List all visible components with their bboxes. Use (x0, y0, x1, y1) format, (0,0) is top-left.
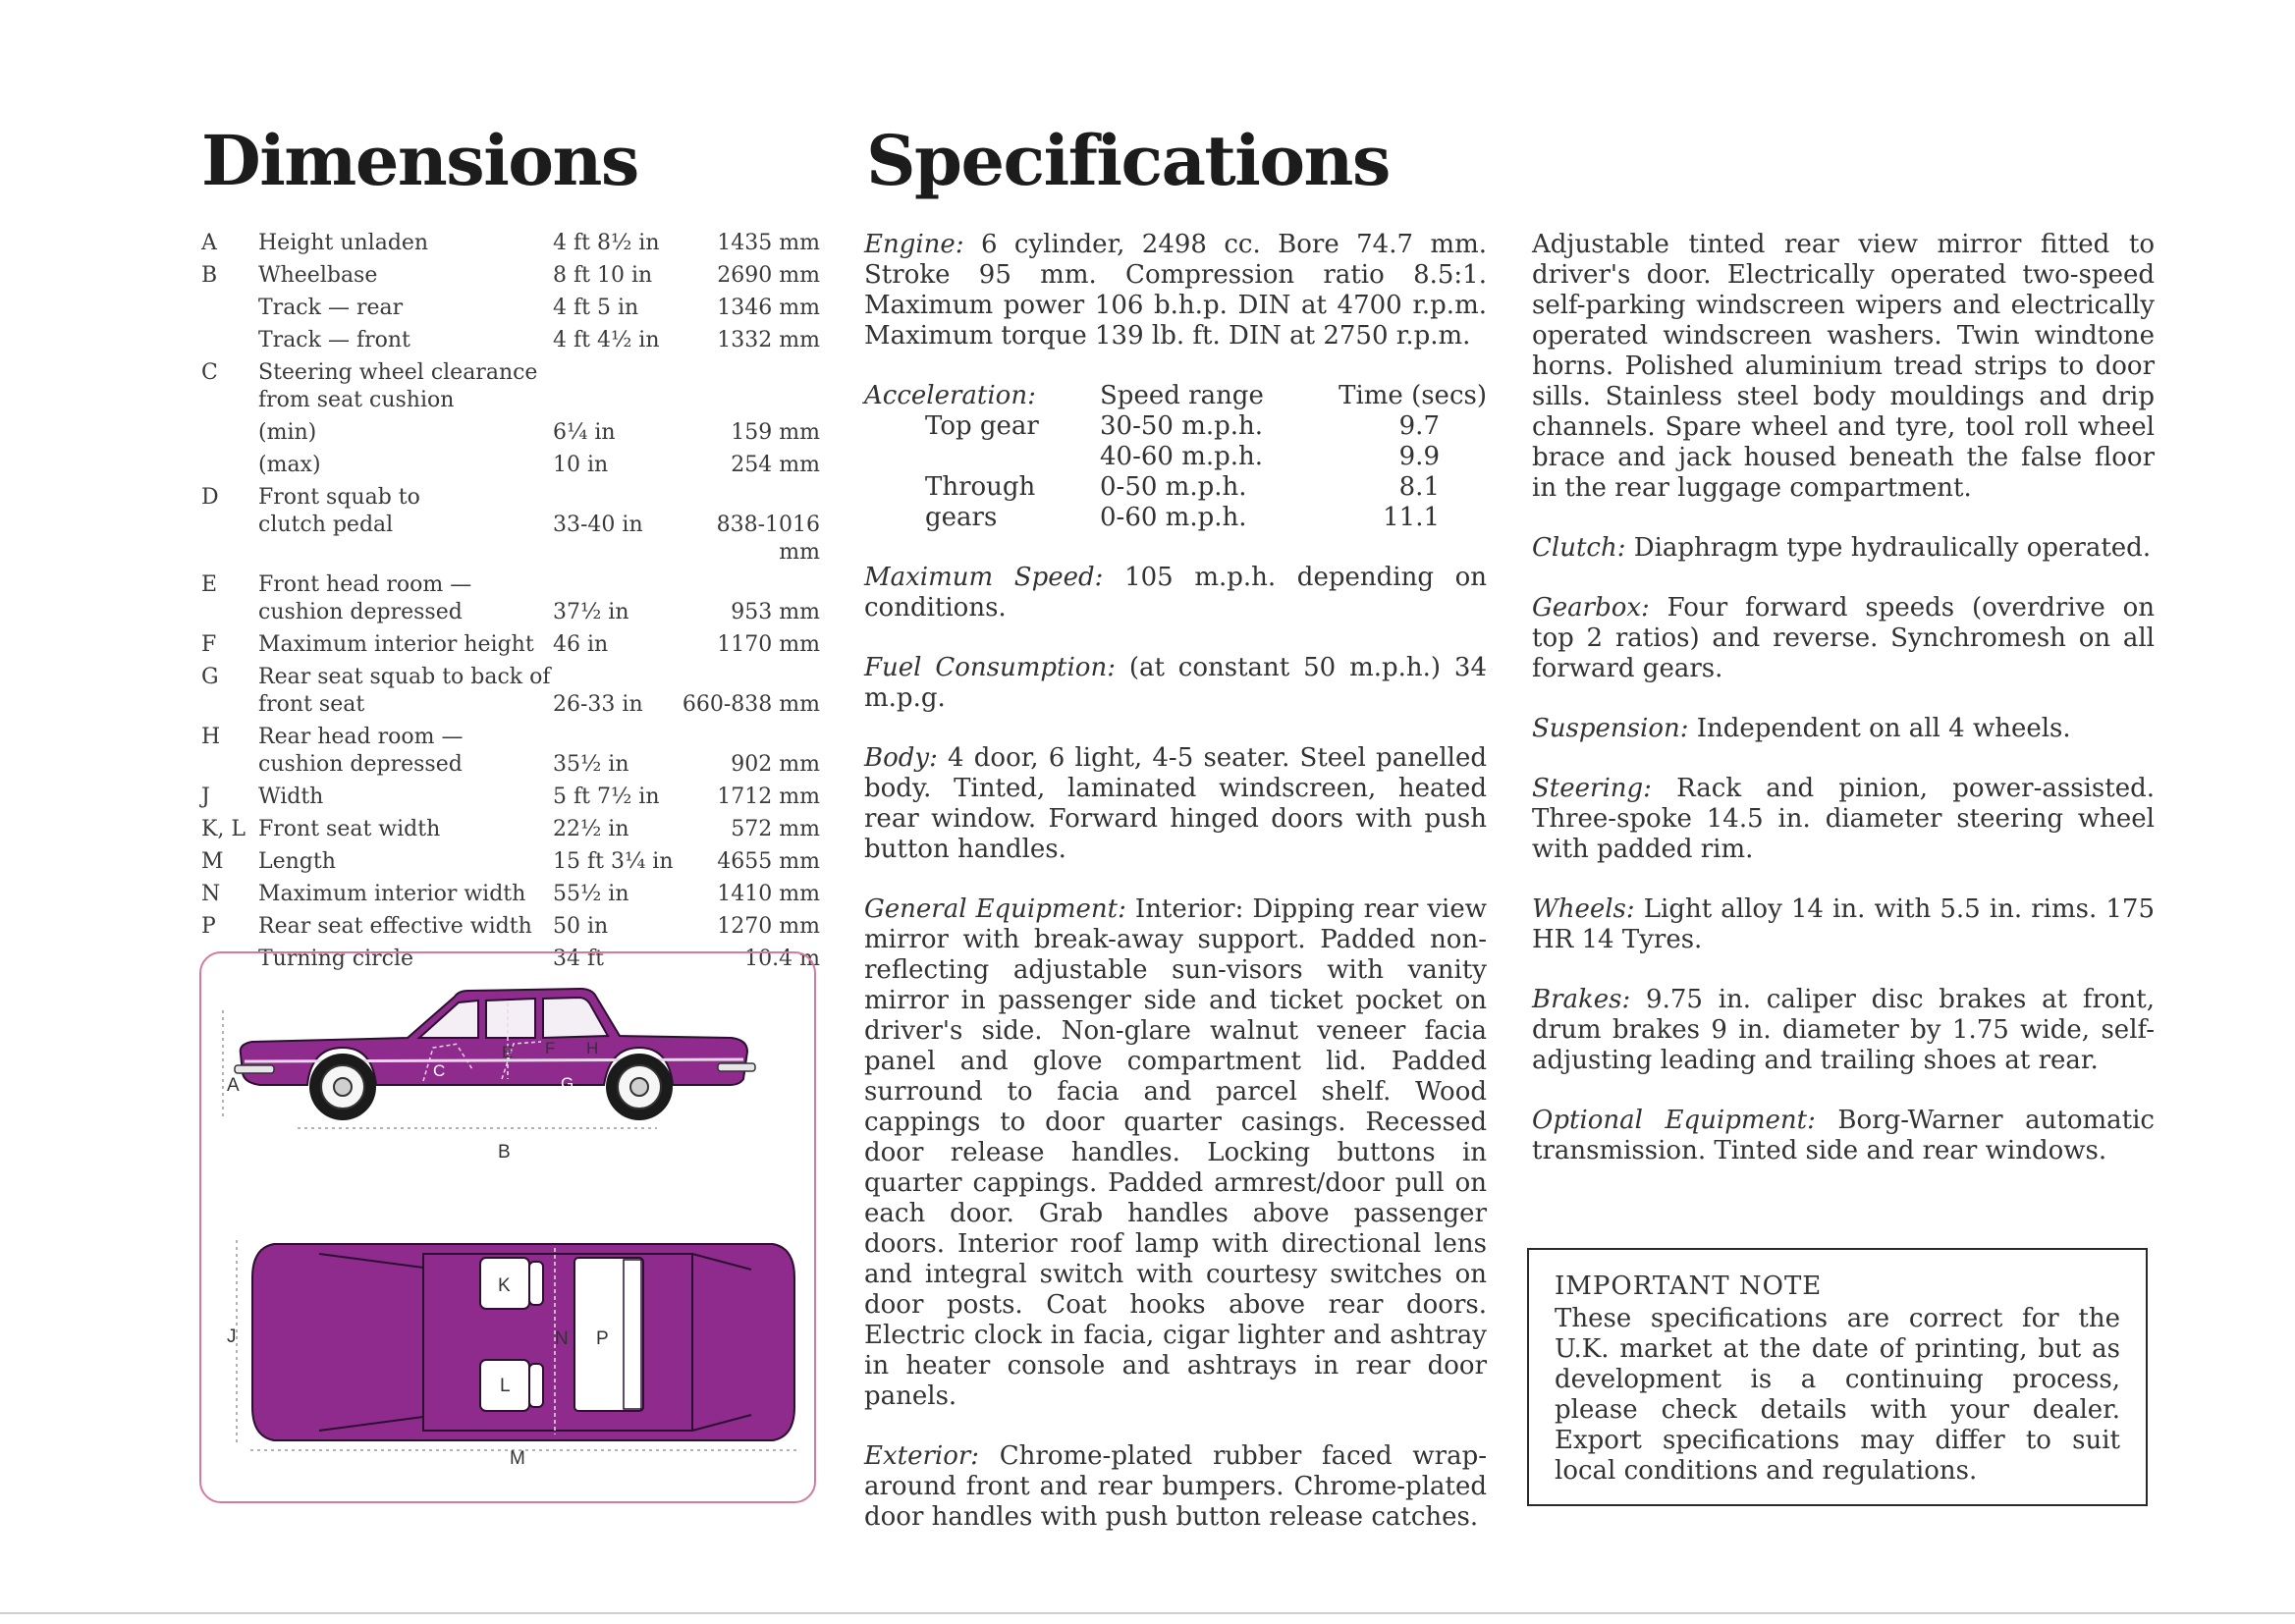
dimension-row (201, 724, 820, 779)
dimension-label-line: Track — front (258, 328, 410, 352)
specifications-title: Specifications (866, 120, 1390, 201)
dimension-metric: 1270 mm (717, 914, 820, 939)
dimension-metric: 838-1016 mm (716, 513, 820, 565)
dimension-imperial: 37½ in (553, 600, 629, 624)
dimension-label-line: (max) (258, 453, 321, 477)
dimension-label (258, 848, 553, 876)
label-p: P (596, 1328, 609, 1349)
label-e: E (502, 1043, 514, 1061)
dimension-label-line: clutch pedal (258, 513, 394, 537)
spec-gearbox: Gearbox: Four forward speeds (overdrive on top 2 ratios) and reverse. Synchromesh on all forward gears. (1532, 593, 2155, 683)
specifications-column-1 (864, 230, 1487, 1562)
dimension-imperial: 22½ in (553, 817, 629, 841)
label-a: A (227, 1075, 240, 1096)
dimension-code: K, L (201, 817, 246, 841)
dimension-imperial: 8 ft 10 in (553, 263, 653, 288)
dimension-label-line: front seat (258, 692, 365, 717)
dimension-code: G (201, 665, 219, 689)
dimension-imperial: 46 in (553, 632, 609, 657)
spec-exterior: Exterior: Chrome-plated rubber faced wrap-around front and rear bumpers. Chrome-plated door handles with push button release catches. (864, 1441, 1487, 1532)
dimension-metric: 1410 mm (717, 882, 820, 906)
important-note-title: IMPORTANT NOTE (1555, 1272, 1823, 1301)
dimension-label-line: Track — rear (258, 296, 404, 320)
dimension-code: D (201, 485, 219, 510)
dimension-imperial: 33-40 in (553, 513, 643, 537)
dimension-imperial (553, 359, 681, 414)
dimension-code: N (201, 882, 221, 906)
dimensions-table (201, 230, 820, 978)
label-f: F (545, 1039, 556, 1057)
dimension-label-line: Wheelbase (258, 263, 378, 288)
dimension-label-line: Height unladen (258, 231, 429, 255)
dimension-label-line: (min) (258, 420, 317, 445)
accel-row-time: 9.9 (1398, 442, 1440, 471)
spec-body: Body: 4 door, 6 light, 4-5 seater. Steel panelled body. Tinted, laminated windscreen, heated rear window. Forward hinged doors with push button handles. (864, 743, 1487, 864)
dimension-code: A (201, 231, 217, 255)
accel-row-speed: 0-50 m.p.h. (1100, 472, 1247, 502)
label-m: M (510, 1448, 525, 1469)
dimension-row (201, 631, 820, 659)
dimension-imperial: 55½ in (553, 882, 629, 906)
dimension-imperial: 35½ in (553, 752, 629, 777)
dimension-code: H (201, 725, 221, 749)
car-dimension-diagram (199, 951, 816, 1503)
dimension-label-line: Rear seat effective width (258, 914, 532, 939)
dimension-row (201, 484, 820, 567)
dimension-metric: 10.4 m (744, 947, 820, 971)
accel-row-name: Top gear (925, 411, 1039, 441)
dimension-code (201, 295, 258, 322)
dimension-label (258, 230, 553, 257)
dimension-label (258, 452, 553, 479)
dimension-metric: 4655 mm (717, 849, 820, 874)
dimension-row (201, 327, 820, 354)
dimension-code (201, 327, 258, 354)
dimension-label-line: Width (258, 785, 324, 809)
dimension-label (258, 359, 553, 414)
page-bottom-rule (0, 1612, 2295, 1614)
accel-row-time: 8.1 (1398, 472, 1440, 502)
spec-optional-equipment: Optional Equipment: Borg-Warner automatic transmission. Tinted side and rear windows. (1532, 1106, 2155, 1165)
speed-range-header: Speed range (1100, 381, 1264, 410)
dimension-label-line: Length (258, 849, 336, 874)
spec-clutch: Clutch: Diaphragm type hydraulically operated. (1532, 533, 2152, 563)
label-h: H (586, 1039, 599, 1057)
dimension-code (201, 419, 258, 447)
dimension-imperial: 6¼ in (553, 420, 616, 445)
acceleration-label: Acceleration: (864, 381, 1036, 410)
dimension-imperial: 4 ft 4½ in (553, 328, 660, 352)
dimensions-title: Dimensions (201, 120, 638, 201)
dimension-imperial: 5 ft 7½ in (553, 785, 660, 809)
dimension-label (258, 664, 553, 719)
dimension-row (201, 848, 820, 876)
dimension-label (258, 327, 553, 354)
dimension-label (258, 784, 553, 811)
dimension-label (258, 816, 553, 843)
spec-suspension: Suspension: Independent on all 4 wheels. (1532, 714, 2071, 743)
dimension-row (201, 816, 820, 843)
spec-wheels: Wheels: Light alloy 14 in. with 5.5 in. rims. 175 HR 14 Tyres. (1532, 894, 2155, 954)
dimension-code: B (201, 263, 218, 288)
label-l: L (500, 1376, 511, 1396)
dimension-imperial: 26-33 in (553, 692, 643, 717)
label-j: J (227, 1326, 237, 1347)
dimension-imperial: 10 in (553, 453, 609, 477)
dimension-row (201, 881, 820, 908)
dimension-label-line: Turning circle (258, 947, 414, 971)
dimension-imperial: 50 in (553, 914, 609, 939)
dimension-imperial: 4 ft 5 in (553, 296, 639, 320)
dimension-metric: 1346 mm (717, 296, 820, 320)
spec-general-equipment: General Equipment: Interior: Dipping rear view mirror with break-away support. Padded non-reflecting adjustable sun-visors with vanity mirror in passenger side and ticket pocket on driver's side. Non-glare walnut veneer facia panel and glove compartment lid. Padded surround to facia and parcel shelf. Wood cappings to door quarter casings. Recessed door release handles. Locking buttons in quarter cappings. Padded armrest/door pull on each door. Grab handles above passenger doors. Interior roof lamp with directional lens and integral switch with courtesy switches on door posts. Coat hooks above rear doors. Electric clock in facia, cigar lighter and ashtray in heater console and ashtrays in rear door panels. (864, 894, 1487, 1411)
spec-exterior-continued: Adjustable tinted rear view mirror fitted to driver's door. Electrically operated two-speed self-parking windscreen wipers and electrically operated windscreen washers. Twin windtone horns. Polished aluminium tread strips to door sills. Stainless steel body mouldings and drip channels. Spare wheel and tyre, tool roll wheel brace and jack housed beneath the false floor in the rear luggage compartment. (1532, 230, 2155, 503)
dimension-imperial: 15 ft 3¼ in (553, 849, 674, 874)
label-g: G (561, 1074, 574, 1093)
dimension-label-line: Front head room — (258, 572, 472, 597)
dimension-label-line: Maximum interior height (258, 632, 534, 657)
accel-row-speed: 30-50 m.p.h. (1100, 411, 1264, 441)
specifications-column-2 (1532, 230, 2155, 1196)
dimension-metric (681, 359, 820, 414)
car-side-view (223, 989, 755, 1163)
dimension-label-line: Rear seat squab to back of (258, 665, 551, 689)
dimension-row (201, 571, 820, 626)
dimension-code: P (201, 914, 216, 939)
dimension-label-line: cushion depressed (258, 752, 463, 777)
dimension-label-line: cushion depressed (258, 600, 463, 624)
dimension-label (258, 724, 553, 779)
dimension-metric: 1712 mm (717, 785, 820, 809)
dimension-row (201, 295, 820, 322)
dimension-label (258, 419, 553, 447)
dimension-metric: 953 mm (731, 600, 820, 624)
dimension-metric: 254 mm (731, 453, 820, 477)
time-header: Time (secs) (1339, 381, 1487, 410)
dimension-metric: 2690 mm (717, 263, 820, 288)
dimension-code (201, 452, 258, 479)
dimension-metric: 572 mm (731, 817, 820, 841)
dimension-code: J (201, 785, 210, 809)
acceleration-table (864, 381, 1487, 533)
dimension-code: M (201, 849, 224, 874)
accel-row-time: 9.7 (1398, 411, 1440, 441)
dimension-label (258, 295, 553, 322)
dimension-label (258, 571, 553, 626)
dimension-code: E (201, 572, 218, 597)
dimension-metric: 1170 mm (717, 632, 820, 657)
dimension-metric: 902 mm (731, 752, 820, 777)
important-note-box (1527, 1248, 2148, 1506)
dimension-label-line: Front squab to (258, 485, 420, 510)
accel-row-name: gears (925, 503, 998, 532)
dimension-metric: 660-838 mm (682, 692, 820, 717)
accel-row-name: Through (925, 472, 1036, 502)
dimension-row (201, 784, 820, 811)
dimension-metric: 1332 mm (717, 328, 820, 352)
spec-max-speed: Maximum Speed: 105 m.p.h. depending on conditions. (864, 563, 1487, 623)
spec-steering: Steering: Rack and pinion, power-assisted. Three-spoke 14.5 in. diameter steering wheel with padded rim. (1532, 774, 2155, 864)
dimension-label-line: Steering wheel clearance (258, 360, 538, 385)
accel-row-time: 11.1 (1383, 503, 1440, 532)
dimension-label (258, 881, 553, 908)
dimension-label (258, 484, 553, 567)
car-top-view (227, 1240, 798, 1469)
dimension-row (201, 419, 820, 447)
dimension-row (201, 359, 820, 414)
dimension-code: F (201, 632, 217, 657)
spec-fuel: Fuel Consumption: (at constant 50 m.p.h.) 34 m.p.g. (864, 653, 1487, 713)
dimension-label-line: from seat cushion (258, 388, 455, 412)
dimension-label (258, 631, 553, 659)
important-note-text: These specifications are correct for the U.K. market at the date of printing, but as development is a continuing process, please check details with your dealer. Export specifications may differ to suit local conditions and regulations. (1555, 1304, 2120, 1486)
dimension-row (201, 452, 820, 479)
car-diagram-svg (201, 953, 818, 1505)
label-c: C (433, 1061, 446, 1080)
spec-brakes: Brakes: 9.75 in. caliper disc brakes at front, drum brakes 9 in. diameter by 1.75 wide, self-adjusting leading and trailing shoes at rear. (1532, 985, 2155, 1075)
dimension-imperial: 34 ft (553, 947, 604, 971)
dimension-row (201, 913, 820, 941)
dimension-label (258, 262, 553, 290)
dimension-label (258, 913, 553, 941)
dimension-label-line: Rear head room — (258, 725, 464, 749)
label-b: B (498, 1142, 511, 1163)
dimension-imperial: 4 ft 8½ in (553, 231, 660, 255)
label-n: N (555, 1328, 569, 1349)
dimension-label-line: Front seat width (258, 817, 441, 841)
dimension-row (201, 664, 820, 719)
dimension-metric: 159 mm (731, 420, 820, 445)
dimension-row (201, 230, 820, 257)
label-k: K (498, 1275, 511, 1296)
accel-row-speed: 0-60 m.p.h. (1100, 503, 1247, 532)
accel-row-speed: 40-60 m.p.h. (1100, 442, 1264, 471)
dimension-code: C (201, 360, 218, 385)
spec-engine: Engine: 6 cylinder, 2498 cc. Bore 74.7 mm. Stroke 95 mm. Compression ratio 8.5:1. Maximum power 106 b.h.p. DIN at 4700 r.p.m. Maximum torque 139 lb. ft. DIN at 2750 r.p.m. (864, 230, 1487, 351)
dimension-row (201, 262, 820, 290)
dimension-label-line: Maximum interior width (258, 882, 526, 906)
dimension-metric: 1435 mm (717, 231, 820, 255)
accel-row-name (864, 442, 1100, 472)
label-d: D (447, 1106, 460, 1124)
